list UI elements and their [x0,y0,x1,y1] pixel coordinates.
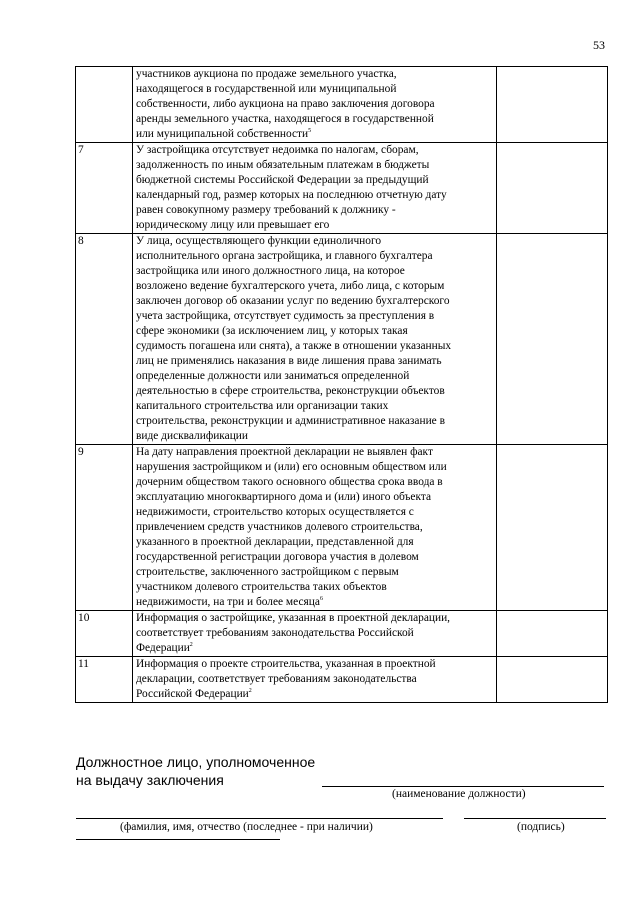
requirement-cell [133,234,497,445]
row-number: 9 [76,445,133,611]
row-number: 10 [76,611,133,657]
requirement-text: Информация о проекте строительства, указанная в проектной декларации, соответствует требованиям законодательства Российской Федерации [136,658,436,700]
requirement-text: На дату направления проектной декларации не выявлен факт нарушения застройщиком и (или) его основным обществом или дочерним обществом такого основного общества срока ввода в эксплуатацию многоквартирного дома и (или) иного объекта недвижимости, строительство которых осуществляется с привлечением средств участников долевого строительства, указанного в проектной декларации, представленной для государственной регистрации договора участия в долевом строительстве, заключенного застройщиком с первым участником долевого строительства таких объектов недвижимости, на три и более месяца [136,446,447,608]
result-cell [497,657,608,703]
requirement-text: Информация о застройщике, указанная в проектной декларации, соответствует требованиям законодательства Российской Федерации [136,612,451,654]
table-row [76,657,608,703]
signature-caption: (подпись) [517,821,565,833]
name-line [76,818,443,819]
table-row [76,234,608,445]
requirement-text: У застройщика отсутствует недоимка по налогам, сборам, задолженность по иным обязательным платежам в бюджеты бюджетной системы Российской Федерации за предыдущий календарный год, размер которых на последнюю отчетную дату равен совокупному размеру требований к должнику - юридическому лицу или превышает его [136,144,447,231]
row-number [76,67,133,143]
position-line [322,786,604,787]
requirement-cell [133,143,497,234]
result-cell [497,234,608,445]
requirement-text: участников аукциона по продаже земельного участка, находящегося в государственной или муниципальной собственности, либо аукциона на право заключения договора аренды земельного участка, находящегося в государственной или муниципальной собственности [136,68,435,140]
row-number: 11 [76,657,133,703]
row-number: 8 [76,234,133,445]
table-row [76,611,608,657]
requirement-cell [133,445,497,611]
requirement-cell [133,67,497,143]
requirement-cell [133,657,497,703]
footnote-mark: 2 [189,642,193,649]
footnote-mark: 6 [319,596,323,603]
footnote-mark: 2 [248,688,252,695]
position-caption: (наименование должности) [392,788,526,800]
result-cell [497,143,608,234]
name-line-extra [76,839,280,840]
table-row [76,445,608,611]
requirement-text: У лица, осуществляющего функции единоличного исполнительного органа застройщика, и главного бухгалтера застройщика или иного должностного лица, на которое возложено ведение бухгалтерского учета, либо лица, с которым заключен договор об оказании услуг по ведению бухгалтерского учета застройщика, отсутствует судимость за преступления в сфере экономики (за исключением лиц, у которых такая судимость погашена или снята), а также в отношении указанных лиц не применялись наказания в виде лишения права занимать определенные должности или заниматься определенной деятельностью в сфере строительства, реконструкции объектов капитального строительства или организации таких строительства, реконструкции и административное наказание в виде дисквалификации [136,235,452,442]
result-cell [497,67,608,143]
signature-line [464,818,606,819]
result-cell [497,445,608,611]
official-label: Должностное лицо, уполномоченное на выдачу заключения [76,754,316,788]
table-row [76,143,608,234]
name-caption: (фамилия, имя, отчество (последнее - при наличии) [120,821,373,833]
requirement-cell [133,611,497,657]
page-number: 53 [593,38,605,52]
table-row [76,67,608,143]
row-number: 7 [76,143,133,234]
footnote-mark: 5 [308,128,312,135]
requirements-table [75,66,608,703]
result-cell [497,611,608,657]
